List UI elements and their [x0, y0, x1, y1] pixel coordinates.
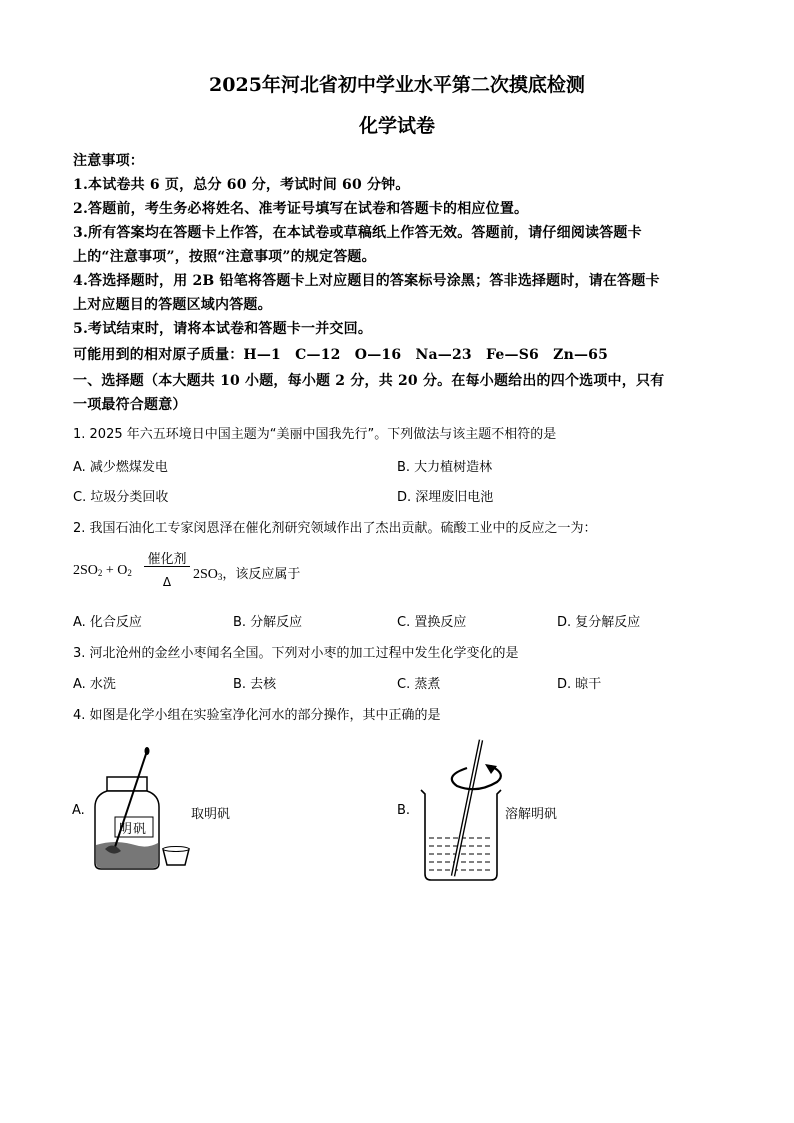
- question-2-option-a: A. 化合反应: [73, 615, 142, 630]
- section-heading: 一、选择题（本大题共 10 小题，每小题 2 分，共 20 分。在每小题给出的四个选项中，只有: [73, 373, 665, 389]
- notice-item-4: 4.答选择题时，用 2B 铅笔将答题卡上对应题目的答案标号涂黑；答非选择题时，请在答题卡: [73, 273, 660, 289]
- reaction-equation: [73, 563, 132, 579]
- notice-item-4-cont: 上对应题目的答题区域内答题。: [73, 297, 272, 313]
- notice-item-3: 3.所有答案均在答题卡上作答，在本试卷或草稿纸上作答无效。答题前，请仔细阅读答题卡: [73, 225, 642, 241]
- question-3-stem: 3. 河北沧州的金丝小枣闻名全国。下列对小枣的加工过程中发生化学变化的是: [73, 646, 519, 661]
- question-2-option-c: C. 置换反应: [397, 615, 467, 630]
- equation-sub: 2: [97, 568, 103, 578]
- glass-rod-highlight: [453, 740, 481, 876]
- question-4-stem: 4. 如图是化学小组在实验室净化河水的部分操作，其中正确的是: [73, 708, 441, 723]
- equation-sub: 2: [127, 568, 132, 578]
- section-heading-cont: 一项最符合题意）: [73, 397, 187, 413]
- question-4-option-b-caption: 溶解明矾: [505, 807, 558, 822]
- question-1-option-d: D. 深埋废旧电池: [397, 490, 494, 505]
- equation-heat-symbol: Δ: [162, 575, 172, 589]
- equation-reactant-so2: 2SO: [73, 563, 98, 578]
- question-1-option-a: A. 减少燃煤发电: [73, 460, 168, 475]
- beaker-figure: [415, 738, 510, 886]
- question-3-option-b: B. 去核: [233, 677, 277, 692]
- question-4-option-a-letter: A.: [72, 803, 85, 818]
- cup-rim: [163, 847, 189, 852]
- question-1-option-c: C. 垃圾分类回收: [73, 490, 169, 505]
- question-3-option-a: A. 水洗: [73, 677, 116, 692]
- exam-subject: 化学试卷: [358, 115, 435, 137]
- question-4-option-b-letter: B.: [397, 803, 411, 818]
- equation-catalyst: 催化剂: [147, 552, 187, 567]
- equation-sub: 3: [217, 572, 223, 582]
- alum-jar-figure: [85, 745, 195, 875]
- jar-neck: [107, 777, 147, 791]
- equation-reactant-o2: + O: [102, 563, 128, 578]
- jar-label-text: 明矾: [119, 822, 148, 837]
- notice-item-5: 5.考试结束时，请将本试卷和答题卡一并交回。: [73, 321, 373, 337]
- equation-product-so3: 2SO: [193, 567, 218, 582]
- atomic-masses: 可能用到的相对原子质量：H—1 C—12 O—16 Na—23 Fe—S6 Zn—65: [73, 347, 609, 363]
- question-2-option-b: B. 分解反应: [233, 615, 303, 630]
- question-2-stem: 2. 我国石油化工专家闵恩泽在催化剂研究领域作出了杰出贡献。硫酸工业中的反应之一为：: [73, 521, 597, 536]
- spoon-tip: [145, 747, 150, 755]
- exam-title: 2025年河北省初中学业水平第二次摸底检测: [209, 74, 585, 96]
- notice-item-2: 2.答题前，考生务必将姓名、准考证号填写在试卷和答题卡的相应位置。: [73, 201, 529, 217]
- equation-arrow-line: [144, 566, 190, 567]
- equation-tail: ，该反应属于: [222, 567, 301, 582]
- question-1-stem: 1. 2025 年六五环境日中国主题为“美丽中国我先行”。下列做法与该主题不相符的是: [73, 427, 557, 442]
- question-2-option-d: D. 复分解反应: [557, 615, 641, 630]
- question-3-option-d: D. 晾干: [557, 677, 602, 692]
- notice-heading: 注意事项：: [73, 153, 144, 169]
- notice-item-3-cont: 上的“注意事项”，按照“注意事项”的规定答题。: [73, 249, 376, 265]
- equation-product: [193, 563, 300, 583]
- question-4-option-a-caption: 取明矾: [191, 807, 231, 822]
- question-1-option-b: B. 大力植树造林: [397, 460, 493, 475]
- notice-item-1: 1.本试卷共 6 页，总分 60 分，考试时间 60 分钟。: [73, 177, 410, 193]
- question-3-option-c: C. 蒸煮: [397, 677, 441, 692]
